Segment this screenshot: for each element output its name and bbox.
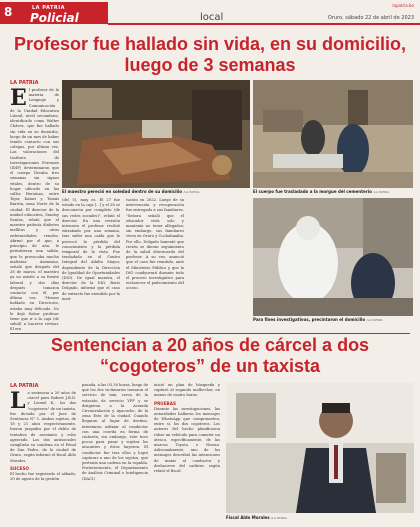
photo-credit: /LA PATRIA bbox=[183, 190, 200, 194]
story-divider bbox=[10, 333, 410, 334]
investigators-image bbox=[253, 198, 413, 316]
header-rule bbox=[108, 23, 420, 25]
issue-date: Oruro, sábado 22 de abril de 2023 bbox=[327, 15, 414, 21]
story1-col1-text: l profesor de la materia de Lenguaje y Comunicación de la Unidad Educativa Litoral, nivel secundario, identificado como Walter Chávez, que fue hallado sin vida en su domicilio, luego de un mes de haber tenido contacto con sus colegas, por última vez. Las valoraciones del Instituto de Investigaciones Forenses (IDIF) determinaron que el cuerpo llevaba tres semanas sin signos vitales, dentro de su hogar ubicado en las calles Heroínas, entre Tejar, Katari y Tomás Barrón, zona Norte de la ciudad. El director de la unidad educativa, Sandoy Santos, relató que el maestro padecía diabetes mellitus y otras enfermedades renales. Afirmó por el que, a principio de año, le permitieron una salida, que le provocaba mucho malestar. Asimismo, señaló que después del 26 de marzo, el maestro ya no asistió a su fuente laboral y dos días después tomaron contacto con él, por última vez. "Hemos hablado en Directorio, estaba muy delicado. No le dejó Señor profesor tiene que ir a la caja (de salud) a hacerse revisar. El era bbox=[10, 88, 59, 332]
story1-dropcap: E bbox=[10, 85, 27, 111]
brand-top: LA PATRIA bbox=[32, 5, 65, 11]
story2-subhead-pruebas: PRUEBAS bbox=[154, 400, 177, 406]
street-scene-image bbox=[253, 80, 413, 188]
photo-credit: /LA PATRIA bbox=[366, 318, 383, 322]
room-scene-image bbox=[62, 80, 250, 188]
story1-column-2: (de) 5), muy es. El 27 fue estado en la caja [...] y el 28 se desconecta por completo (de sus redes sociales)", relató el director. En una revisión intensiva el profesor recibió extrañado por una semana, tras sufrir una caída que le provocó la pérdida del conocimiento y la pérdida temporal de la vista. Fue trasladado en el Centro Integral del Adulto Mayor, dependiente de la Dirección de Igualdad de Oportunidades (DIO). De igual manera, el director de la DIO, Boris Delgado, informó que el caso de extravío fue atendido por la insti- bbox=[62, 198, 120, 301]
story1-kicker: LA PATRIA bbox=[10, 80, 39, 86]
story1-column-1 bbox=[10, 85, 59, 332]
website: lapatria.bo bbox=[392, 3, 414, 8]
story1-headline: Profesor fue hallado sin vida, en su domicilio, luego de 3 semanas bbox=[13, 34, 407, 75]
story2-col1b-text: El hecho fue registrado el sábado, 20 de agosto de la gestión bbox=[10, 471, 76, 482]
section-brand: Policial bbox=[30, 11, 79, 25]
caption-text: Para fines investigativos, precintaron el domicilio bbox=[253, 317, 366, 322]
caption-text: El maestro pereció en soledad dentro de su domicilio bbox=[62, 189, 183, 194]
story1-photo-2-caption bbox=[253, 189, 418, 195]
story1-photo-1-caption bbox=[62, 189, 252, 195]
story1-photo-2 bbox=[253, 80, 413, 188]
story1-photo-3-caption bbox=[253, 317, 418, 323]
prosecutor-image bbox=[226, 383, 414, 513]
story2-column-1 bbox=[10, 388, 76, 521]
story2-col3-text: inició un plan de búsqueda y capturó al segundo malhechor, en menos de cuatro horas. bbox=[154, 383, 220, 398]
story2-col3b-text: Durante las investigaciones, las autoridades hallaron los mensajes de WhatsApp que comprometen, entre sí, los dos cogoteros. Los autores del hecho planificaron robar un vehículo para cometer un atraco, específicamente, de las marcas Toyota o Nissan. Adicionalmente, uno de los mensajes describió las intenciones de matar al conductor y deshacerse del cadáver, según relató el fiscal. bbox=[154, 406, 220, 474]
story2-subhead-suceso: SUCESO bbox=[10, 465, 29, 471]
story2-photo-caption bbox=[226, 515, 416, 521]
section-label: local bbox=[200, 12, 224, 23]
story1-column-3: tución en 2022. Luego de su intervención y recuperación fue entregado a sus familiares. "Señora señaló que el educador vivía solo y mantenía no tener allegados; sin embargo, sus familiares viven en Oruro y Cochabamba. Por ello, Delgado lamentó que recién se dieran seguimiento de la salud deteriorada del profesor. A su vez, anunció que el caso fue remitido, ante el Ministerio Público y que la DIO coadyuvará durante todo el proceso investigativo para esclarecer el padecimiento del occiso. bbox=[126, 198, 184, 291]
story1-photo-3 bbox=[253, 198, 413, 316]
story2-column-2: pasada, a las 03.30 horas, luego de que los dos victimarios tomaron el servicio de taxi, cerca de la estación de servicio YPF y se dirigieron a la Avenida Circunvalación y Ayacucho, de la zona Este de la ciudad. Cuando llegaron al lugar de destino, intentaron asfixiar al conductor con una cuerda en forma de cinturón; sin embargo, éste tuvo pocos para pasar y sujetar los atacantes y éstos huyeron. El conductor fue tras ellos y logró capturar a uno de los sujetos, que pertenía una cadena en la espalda. Posteriormente, el Departamento de Análisis Criminal e Inteligencia (DACI) bbox=[82, 383, 148, 481]
story2-headline: Sentencian a 20 años de cárcel a dos “cogoteros” de un taxista bbox=[50, 335, 370, 376]
caption-text: El cuerpo fue trasladado a la morgue del cementerio bbox=[253, 189, 372, 194]
story1-photo-1 bbox=[62, 80, 250, 188]
photo-credit: /LA PATRIA bbox=[271, 516, 288, 520]
story2-column-3 bbox=[154, 383, 220, 521]
page-header bbox=[0, 0, 420, 30]
photo-credit: /LA PATRIA bbox=[373, 190, 390, 194]
story2-col1-text: a sentencia a 20 años de cárcel para Robert J.B.N. y Leonel K., los dos "cogoteros" de un taxista, fue dictada por el Juez de Sentencia N° 5. Ambos sujetos, de 18 y 21 años respectivamente, fueron juzgados por el delito de tentativa de asesinato y robo agravado. Los dos antisociales cumplirán su condena en el Penal de San Pedro, de la ciudad de Oruro, según informó el fiscal Aldo Morales. bbox=[10, 391, 76, 463]
story1-column-4 bbox=[190, 198, 250, 328]
story2-photo bbox=[226, 383, 414, 513]
story2-dropcap: L bbox=[10, 388, 26, 414]
caption-text: Fiscal Aldo Morales bbox=[226, 515, 270, 520]
story2-kicker: LA PATRIA bbox=[10, 383, 39, 389]
page-number: 8 bbox=[4, 5, 13, 19]
brand-block bbox=[0, 2, 108, 24]
